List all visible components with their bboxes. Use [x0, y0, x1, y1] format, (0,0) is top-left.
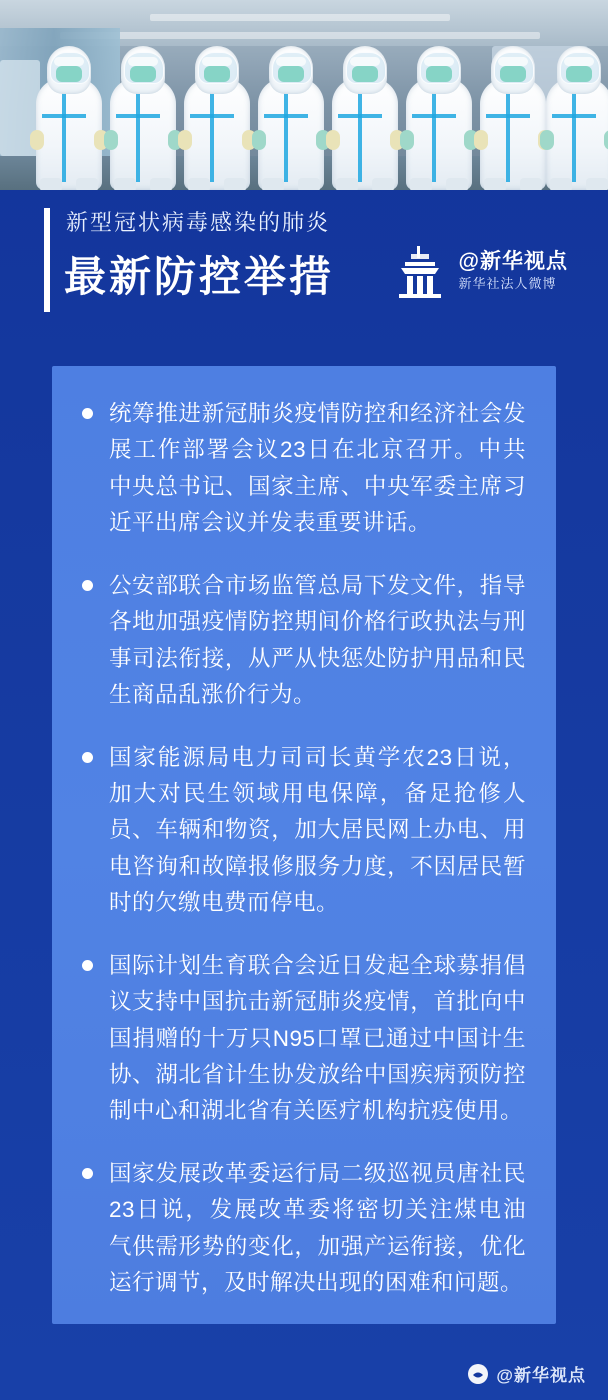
bullet-dot-icon — [82, 960, 93, 971]
medical-worker — [326, 40, 404, 190]
medical-staff-group — [0, 20, 608, 190]
bullet-dot-icon — [82, 1168, 93, 1179]
medical-worker — [252, 40, 330, 190]
bullet-dot-icon — [82, 408, 93, 419]
list-item — [78, 948, 526, 1130]
list-item — [78, 740, 526, 922]
list-item-text: 国际计划生育联合会近日发起全球募捐倡议支持中国抗击新冠肺炎疫情，首批向中国捐赠的十万只N95口罩已通过中国计生协、湖北省计生协发放给中国疾病预防控制中心和湖北省有关医疗机构抗疫使用。 — [109, 952, 526, 1124]
medical-worker — [400, 40, 478, 190]
header-photo — [0, 0, 608, 190]
bullet-dot-icon — [82, 752, 93, 763]
list-item-text: 国家能源局电力司司长黄学农23日说，加大对民生领域用电保障，备足抢修人员、车辆和物资，加大居民网上办电、用电咨询和故障报修服务力度，不因居民暂时的欠缴电费而停电。 — [109, 744, 526, 916]
poster-subtitle: 新型冠状病毒感染的肺炎 — [66, 210, 331, 235]
brand-logo — [391, 244, 568, 298]
list-item-text: 公安部联合市场监管总局下发文件，指导各地加强疫情防控期间价格行政执法与刑事司法衔接，从严从快惩处防护用品和民生商品乱涨价行为。 — [109, 572, 526, 708]
medical-worker — [178, 40, 256, 190]
medical-worker — [104, 40, 182, 190]
brand-handle: @新华视点 — [458, 249, 568, 273]
brand-subtitle: 新华社法人微博 — [458, 276, 557, 292]
medical-worker — [540, 40, 608, 190]
bullet-list — [78, 396, 526, 1304]
list-item-text: 国家发展改革委运行局二级巡视员唐社民23日说，发展改革委将密切关注煤电油气供需形势的变化，加强产运衔接，优化运行调节，及时解决出现的困难和问题。 — [109, 1160, 526, 1296]
title-accent-bar — [44, 208, 50, 312]
title-block — [0, 192, 608, 342]
list-item — [78, 1156, 526, 1302]
brand-text — [459, 250, 568, 292]
bullet-dot-icon — [82, 580, 93, 591]
list-item-text: 统筹推进新冠肺炎疫情防控和经济社会发展工作部署会议23日在北京召开。中共中央总书记、国家主席、中央军委主席习近平出席会议并发表重要讲话。 — [109, 401, 526, 536]
medical-worker — [30, 40, 108, 190]
footer-text: @新华视点 — [496, 1366, 586, 1385]
list-item — [78, 396, 526, 542]
list-item — [78, 568, 526, 714]
content-card — [52, 366, 556, 1324]
weibo-badge-icon — [467, 1363, 489, 1385]
footer-watermark — [467, 1361, 586, 1386]
xinhua-logo-icon — [391, 244, 449, 298]
page-title: 最新防控举措 — [64, 253, 335, 300]
